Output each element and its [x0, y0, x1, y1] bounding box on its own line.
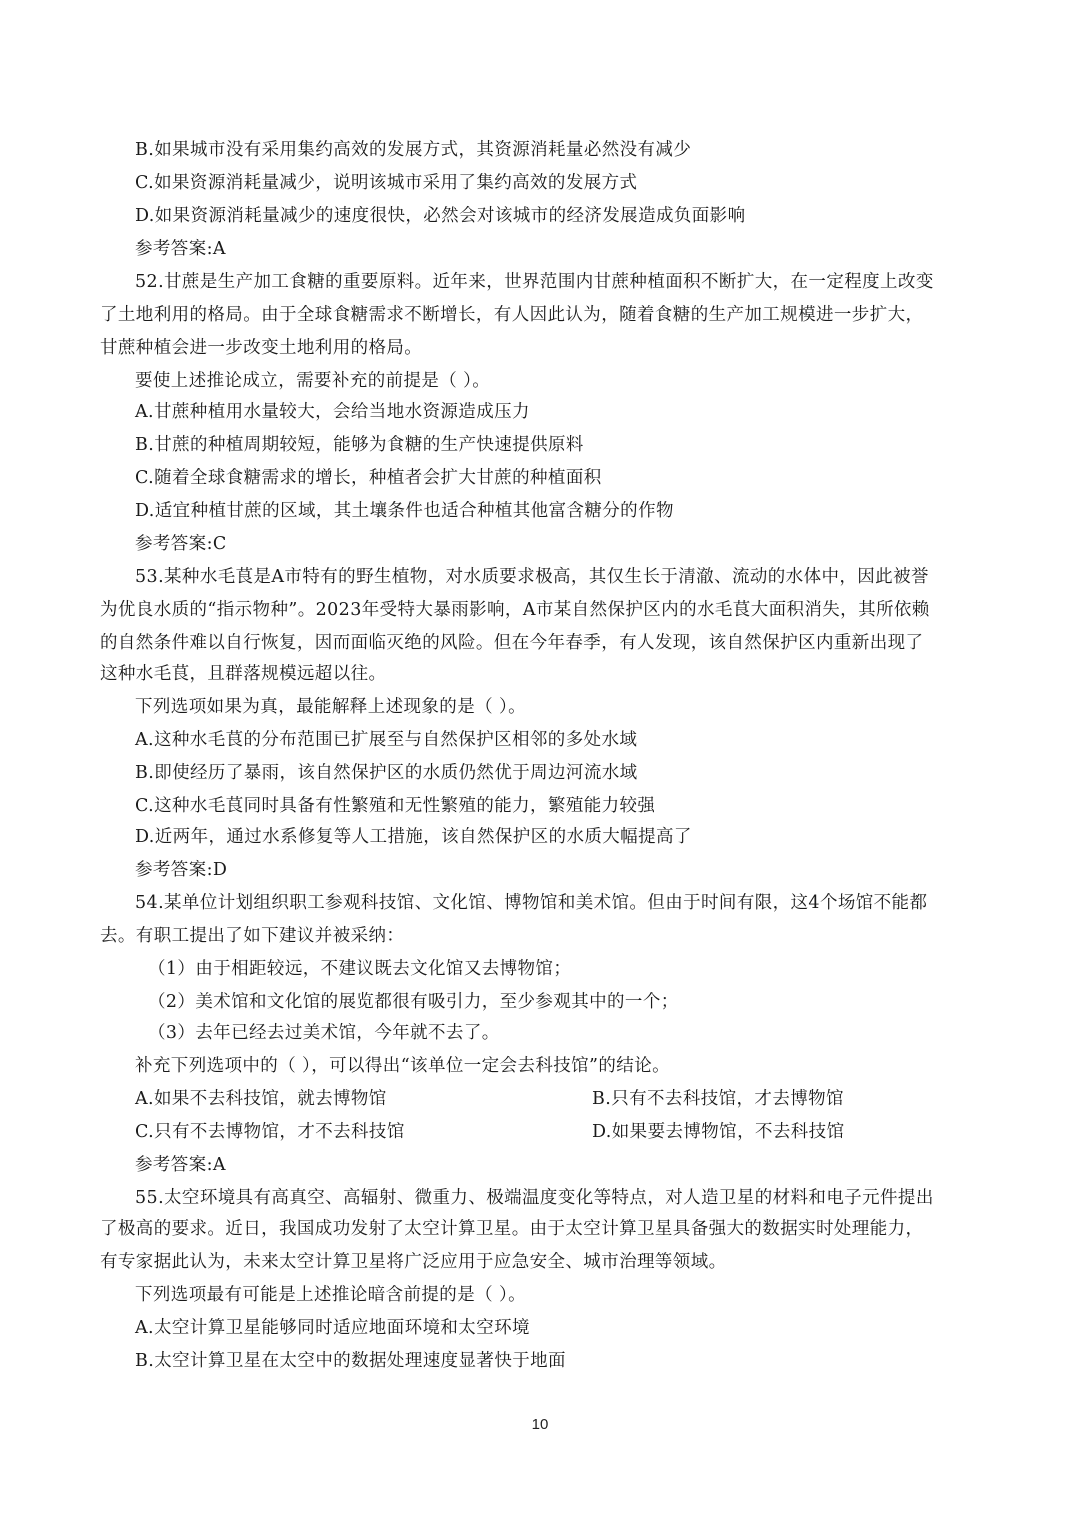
q54-condition: （2）美术馆和文化馆的展览都很有吸引力，至少参观其中的一个；	[148, 992, 679, 1012]
q52-question: 要使上述推论成立，需要补充的前提是（ ）。	[135, 371, 491, 391]
page-number: 10	[531, 1416, 549, 1433]
q54-stem-line: 54.某单位计划组织职工参观科技馆、文化馆、博物馆和美术馆。但由于时间有限，这4个场馆不能都	[135, 893, 928, 913]
q54-stem-line: 去。有职工提出了如下建议并被采纳：	[100, 926, 405, 946]
q52-stem-line: 52.甘蔗是生产加工食糖的重要原料。近年来，世界范围内甘蔗种植面积不断扩大，在一定程度上改变	[135, 272, 934, 292]
q55-option-b: B.太空计算卫星在太空中的数据处理速度显著快于地面	[135, 1351, 566, 1371]
q54-condition: （1）由于相距较远，不建议既去文化馆又去博物馆；	[148, 959, 572, 979]
q52-option-b: B.甘蔗的种植周期较短，能够为食糖的生产快速提供原料	[135, 435, 584, 455]
q51-option-b: B.如果城市没有采用集约高效的发展方式，其资源消耗量必然没有减少	[135, 140, 692, 160]
q54-option-a: A.如果不去科技馆，就去博物馆	[135, 1089, 387, 1109]
q53-option-c: C.这种水毛茛同时具备有性繁殖和无性繁殖的能力，繁殖能力较强	[135, 796, 656, 816]
q53-option-d: D.近两年，通过水系修复等人工措施，该自然保护区的水质大幅提高了	[135, 827, 692, 847]
q52-option-a: A.甘蔗种植用水量较大，会给当地水资源造成压力	[135, 402, 530, 422]
q53-stem-line: 这种水毛茛，且群落规模远超以往。	[100, 664, 387, 684]
q52-option-c: C.随着全球食糖需求的增长，种植者会扩大甘蔗的种植面积	[135, 468, 602, 488]
q53-question: 下列选项如果为真，最能解释上述现象的是（ ）。	[135, 697, 527, 717]
q54-answer: 参考答案:A	[135, 1155, 226, 1175]
q54-option-b: B.只有不去科技馆，才去博物馆	[592, 1089, 844, 1109]
q55-stem-line: 了极高的要求。近日，我国成功发射了太空计算卫星。由于太空计算卫星具备强大的数据实时处理能力，	[100, 1219, 924, 1239]
q52-stem-line: 了土地利用的格局。由于全球食糖需求不断增长，有人因此认为，随着食糖的生产加工规模进一步扩大，	[100, 305, 924, 325]
q54-option-d: D.如果要去博物馆，不去科技馆	[592, 1122, 845, 1142]
q53-stem-line: 的自然条件难以自行恢复，因而面临灭绝的风险。但在今年春季，有人发现，该自然保护区内重新出现了	[100, 633, 924, 653]
q55-question: 下列选项最有可能是上述推论暗含前提的是（ ）。	[135, 1285, 527, 1305]
q53-option-a: A.这种水毛茛的分布范围已扩展至与自然保护区相邻的多处水域	[135, 730, 638, 750]
q53-answer: 参考答案:D	[135, 860, 228, 880]
q51-option-c: C.如果资源消耗量减少，说明该城市采用了集约高效的发展方式	[135, 173, 638, 193]
q54-condition: （3）去年已经去过美术馆，今年就不去了。	[148, 1023, 500, 1043]
q54-question: 补充下列选项中的（ ），可以得出“该单位一定会去科技馆”的结论。	[135, 1056, 671, 1076]
q55-stem-line: 有专家据此认为，未来太空计算卫星将广泛应用于应急安全、城市治理等领域。	[100, 1252, 727, 1272]
q55-option-a: A.太空计算卫星能够同时适应地面环境和太空环境	[135, 1318, 530, 1338]
q53-stem-line: 为优良水质的“指示物种”。2023年受特大暴雨影响，A市某自然保护区内的水毛茛大面积消失，其所依赖	[100, 600, 930, 620]
q54-option-c: C.只有不去博物馆，才不去科技馆	[135, 1122, 405, 1142]
q51-answer: 参考答案:A	[135, 239, 226, 259]
q51-option-d: D.如果资源消耗量减少的速度很快，必然会对该城市的经济发展造成负面影响	[135, 206, 746, 226]
q55-stem-line: 55.太空环境具有高真空、高辐射、微重力、极端温度变化等特点，对人造卫星的材料和电子元件提出	[135, 1188, 934, 1208]
q53-stem-line: 53.某种水毛茛是A市特有的野生植物，对水质要求极高，其仅生长于清澈、流动的水体中，因此被誉	[135, 567, 929, 587]
q52-stem-line: 甘蔗种植会进一步改变土地利用的格局。	[100, 338, 423, 358]
q52-option-d: D.适宜种植甘蔗的区域，其土壤条件也适合种植其他富含糖分的作物	[135, 501, 674, 521]
q53-option-b: B.即使经历了暴雨，该自然保护区的水质仍然优于周边河流水域	[135, 763, 638, 783]
q52-answer: 参考答案:C	[135, 534, 227, 554]
